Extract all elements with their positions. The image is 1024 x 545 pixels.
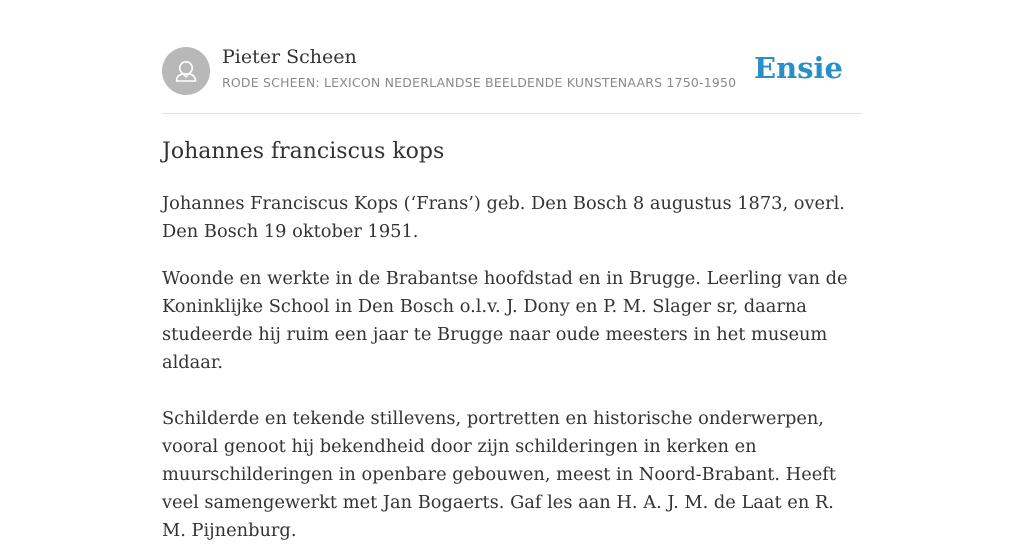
article-paragraph: Woonde en werkte in de Brabantse hoofdstad en in Brugge. Leerling van de Koninklijke School in Den Bosch o.l.v. J. Dony en P. M. Slager sr, daarna studeerde hij ruim een jaar te Brugge naar oude meesters in het museum aldaar. <box>162 268 848 373</box>
article-paragraph: Johannes Franciscus Kops (‘Frans’) geb. Den Bosch 8 augustus 1873, overl. Den Bosch 19 oktober 1951. <box>162 193 845 242</box>
author-header <box>162 46 862 96</box>
article-title: Johannes franciscus kops <box>162 139 445 164</box>
author-name[interactable]: Pieter Scheen <box>222 46 357 68</box>
source-title[interactable]: RODE SCHEEN: LEXICON NEDERLANDSE BEELDENDE KUNSTENAARS 1750-1950 <box>222 75 737 90</box>
user-icon <box>162 47 210 95</box>
avatar[interactable] <box>162 47 210 95</box>
brand-logo[interactable]: Ensie <box>754 51 843 85</box>
header-divider <box>162 113 862 114</box>
article-body <box>162 190 862 545</box>
article-paragraph: Schilderde en tekende stillevens, portretten en historische onderwerpen, vooral genoot hij bekendheid door zijn schilderingen in kerken en muurschilderingen in openbare gebouwen, meest in Noord-Brabant. Heeft veel samengewerkt met Jan Bogaerts. Gaf les aan H. A. J. M. de Laat en R. M. Pijnenburg. <box>162 408 836 541</box>
